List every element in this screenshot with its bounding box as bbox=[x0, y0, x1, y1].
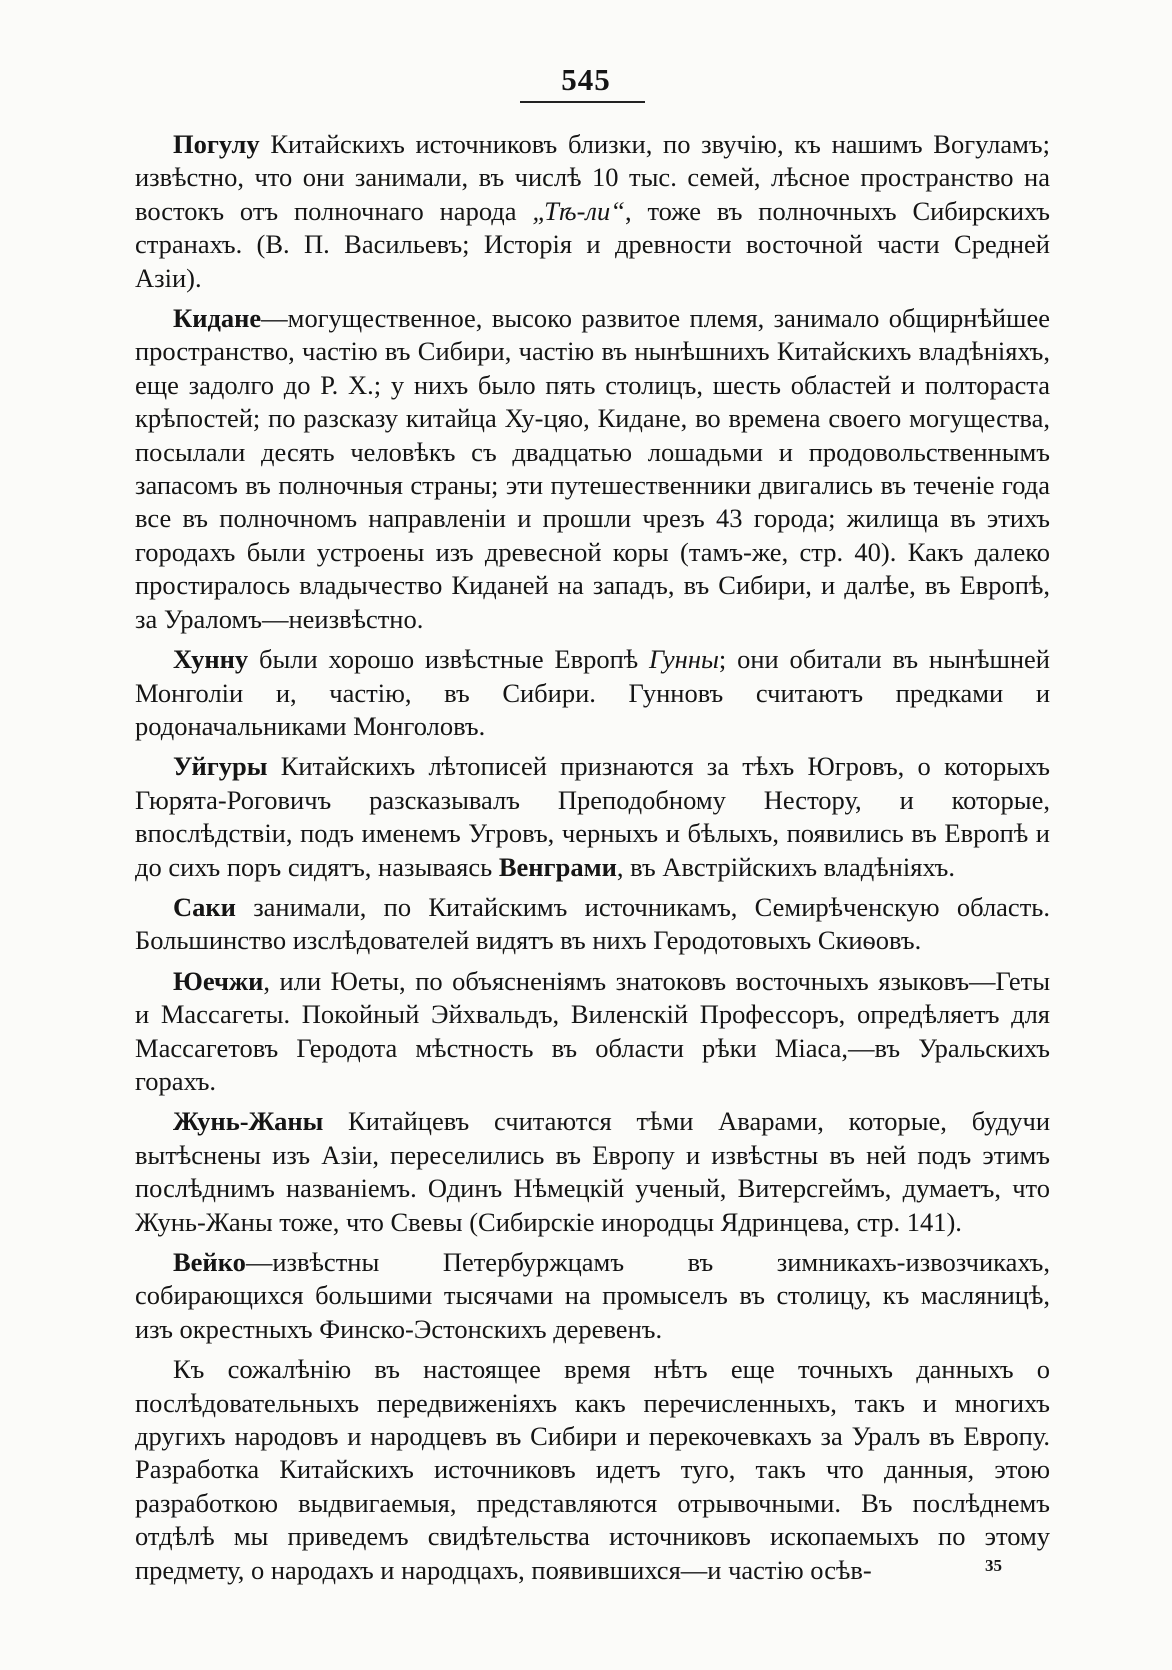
paragraph-text: ; они обитали въ нынѣшней Монголіи и, частію, въ Сибири. Гунновъ считаютъ предками и родоначальниками Монголовъ. bbox=[135, 644, 1050, 741]
paragraph-text: , тоже въ полночныхъ Сибирскихъ странахъ. (В. П. Васильевъ; Исторія и древности восточной части Средней Азіи). bbox=[135, 195, 1050, 293]
paragraph bbox=[135, 128, 1050, 295]
paragraph-heading: Юечжи bbox=[173, 965, 264, 996]
paragraph-text: были хорошо извѣстные Европѣ bbox=[248, 644, 649, 675]
italic-term: „Тѣ-ли“ bbox=[532, 195, 625, 226]
paragraph bbox=[135, 1105, 1050, 1239]
italic-term: Гунны bbox=[648, 644, 719, 675]
paragraph bbox=[135, 965, 1050, 1099]
paragraph-heading: Вейко bbox=[173, 1247, 246, 1277]
paragraph-heading: Жунь-Жаны bbox=[173, 1106, 324, 1137]
paragraph-text: Китайцевъ считаются тѣми Аварами, которые, будучи вытѣснены изъ Азіи, переселились въ Европу и извѣстны въ ней подъ этимъ послѣднимъ названіемъ. Одинъ Нѣмецкій ученый, Витерсгеймъ, думаетъ, что Жунь-Жаны тоже, что Свевы (Сибирскіе инородцы Ядринцева, стр. 141). bbox=[135, 1106, 1050, 1237]
paragraph-text: Къ сожалѣнію въ настоящее время нѣтъ еще точныхъ данныхъ о послѣдовательныхъ передвиженіяхъ какъ перечисленныхъ, такъ и многихъ другихъ народовъ и народцевъ въ Сибири и перекочевкахъ за Уралъ въ Европу. Разработка Китайскихъ источниковъ идетъ туго, такъ что данныя, этою разработкою выдвигаемыя, представляются отрывочными. Въ послѣднемъ отдѣлѣ мы приведемъ свидѣтельства источниковъ ископаемыхъ по этому предмету, о народахъ и народцахъ, появившихся—и частію осѣв- bbox=[135, 1354, 1050, 1585]
body-text bbox=[135, 128, 1050, 1594]
paragraph-text: , въ Австрійскихъ владѣніяхъ. bbox=[616, 851, 955, 882]
paragraph-text: Китайскихъ лѣтописей признаются за тѣхъ Югровъ, о которыхъ Гюрята-Роговичъ разсказывалъ Преподобному Нестору, и которые, впослѣдствіи, подъ именемъ Угровъ, черныхъ и бѣлыхъ, появились въ Европѣ и до сихъ поръ сидятъ, называясь bbox=[135, 751, 1050, 882]
paragraph-text: занимали, по Китайскимъ источникамъ, Семирѣченскую область. Большинство изслѣдователей видятъ въ нихъ Геродотовыхъ Скиѳовъ. bbox=[135, 891, 1050, 956]
paragraph-heading: Хунну bbox=[173, 644, 249, 675]
paragraph-text: , или Юеты, по объясненіямъ знатоковъ восточныхъ языковъ—Геты и Массагеты. Покойный Эйхвальдъ, Виленскій Профессоръ, опредѣляетъ для Массагетовъ Геродота мѣстность въ области рѣки Міаса,—въ Уральскихъ горахъ. bbox=[135, 965, 1050, 1096]
paragraph bbox=[135, 891, 1050, 958]
paragraph bbox=[135, 750, 1050, 884]
header-rule bbox=[520, 101, 645, 103]
paragraph-text: Китайскихъ источниковъ близки, по звучію, къ нашимъ Вогуламъ; извѣстно, что они занимали, въ числѣ 10 тыс. семей, лѣсное пространство на востокъ отъ полночнаго народа bbox=[135, 129, 1050, 226]
paragraph-text: —могущественное, высоко развитое племя, занимало общирнѣйшее пространство, частію въ Сибири, частію въ нынѣшнихъ Китайскихъ владѣніяхъ, еще задолго до Р. Х.; у нихъ было пять столицъ, шесть областей и полтораста крѣпостей; по разсказу китайца Ху-цяо, Кидане, во времена своего могущества, посылали десять человѣкъ съ двадцатью лошадьми и продовольственнымъ запасомъ въ полночныя страны; эти путешественники двигались въ теченіе года все въ полночномъ направленіи и прошли чрезъ 43 города; жилища въ этихъ городахъ были устроены изъ древесной коры (тамъ-же, стр. 40). Какъ далеко простиралось владычество Киданей на западъ, въ Сибири, и далѣе, въ Европѣ, за Ураломъ—неизвѣстно. bbox=[135, 303, 1050, 634]
paragraph-heading: Погулу bbox=[173, 129, 260, 159]
paragraph bbox=[135, 643, 1050, 743]
bold-term: Венграми bbox=[498, 851, 617, 882]
paragraph-heading: Уйгуры bbox=[173, 751, 268, 782]
paragraph bbox=[135, 1246, 1050, 1346]
paragraph-heading: Кидане bbox=[173, 303, 262, 334]
paragraph bbox=[135, 302, 1050, 636]
page-number: 545 bbox=[561, 62, 611, 97]
paragraph-text: —извѣстны Петербуржцамъ въ зимникахъ-извозчикахъ, собирающихся большими тысячами на промыселъ въ столицу, къ масляницѣ, изъ окрестныхъ Финско-Эстонскихъ деревенъ. bbox=[135, 1247, 1050, 1344]
paragraph bbox=[135, 1353, 1050, 1587]
paragraph-heading: Саки bbox=[173, 891, 236, 922]
signature-mark: 35 bbox=[985, 1556, 1002, 1575]
